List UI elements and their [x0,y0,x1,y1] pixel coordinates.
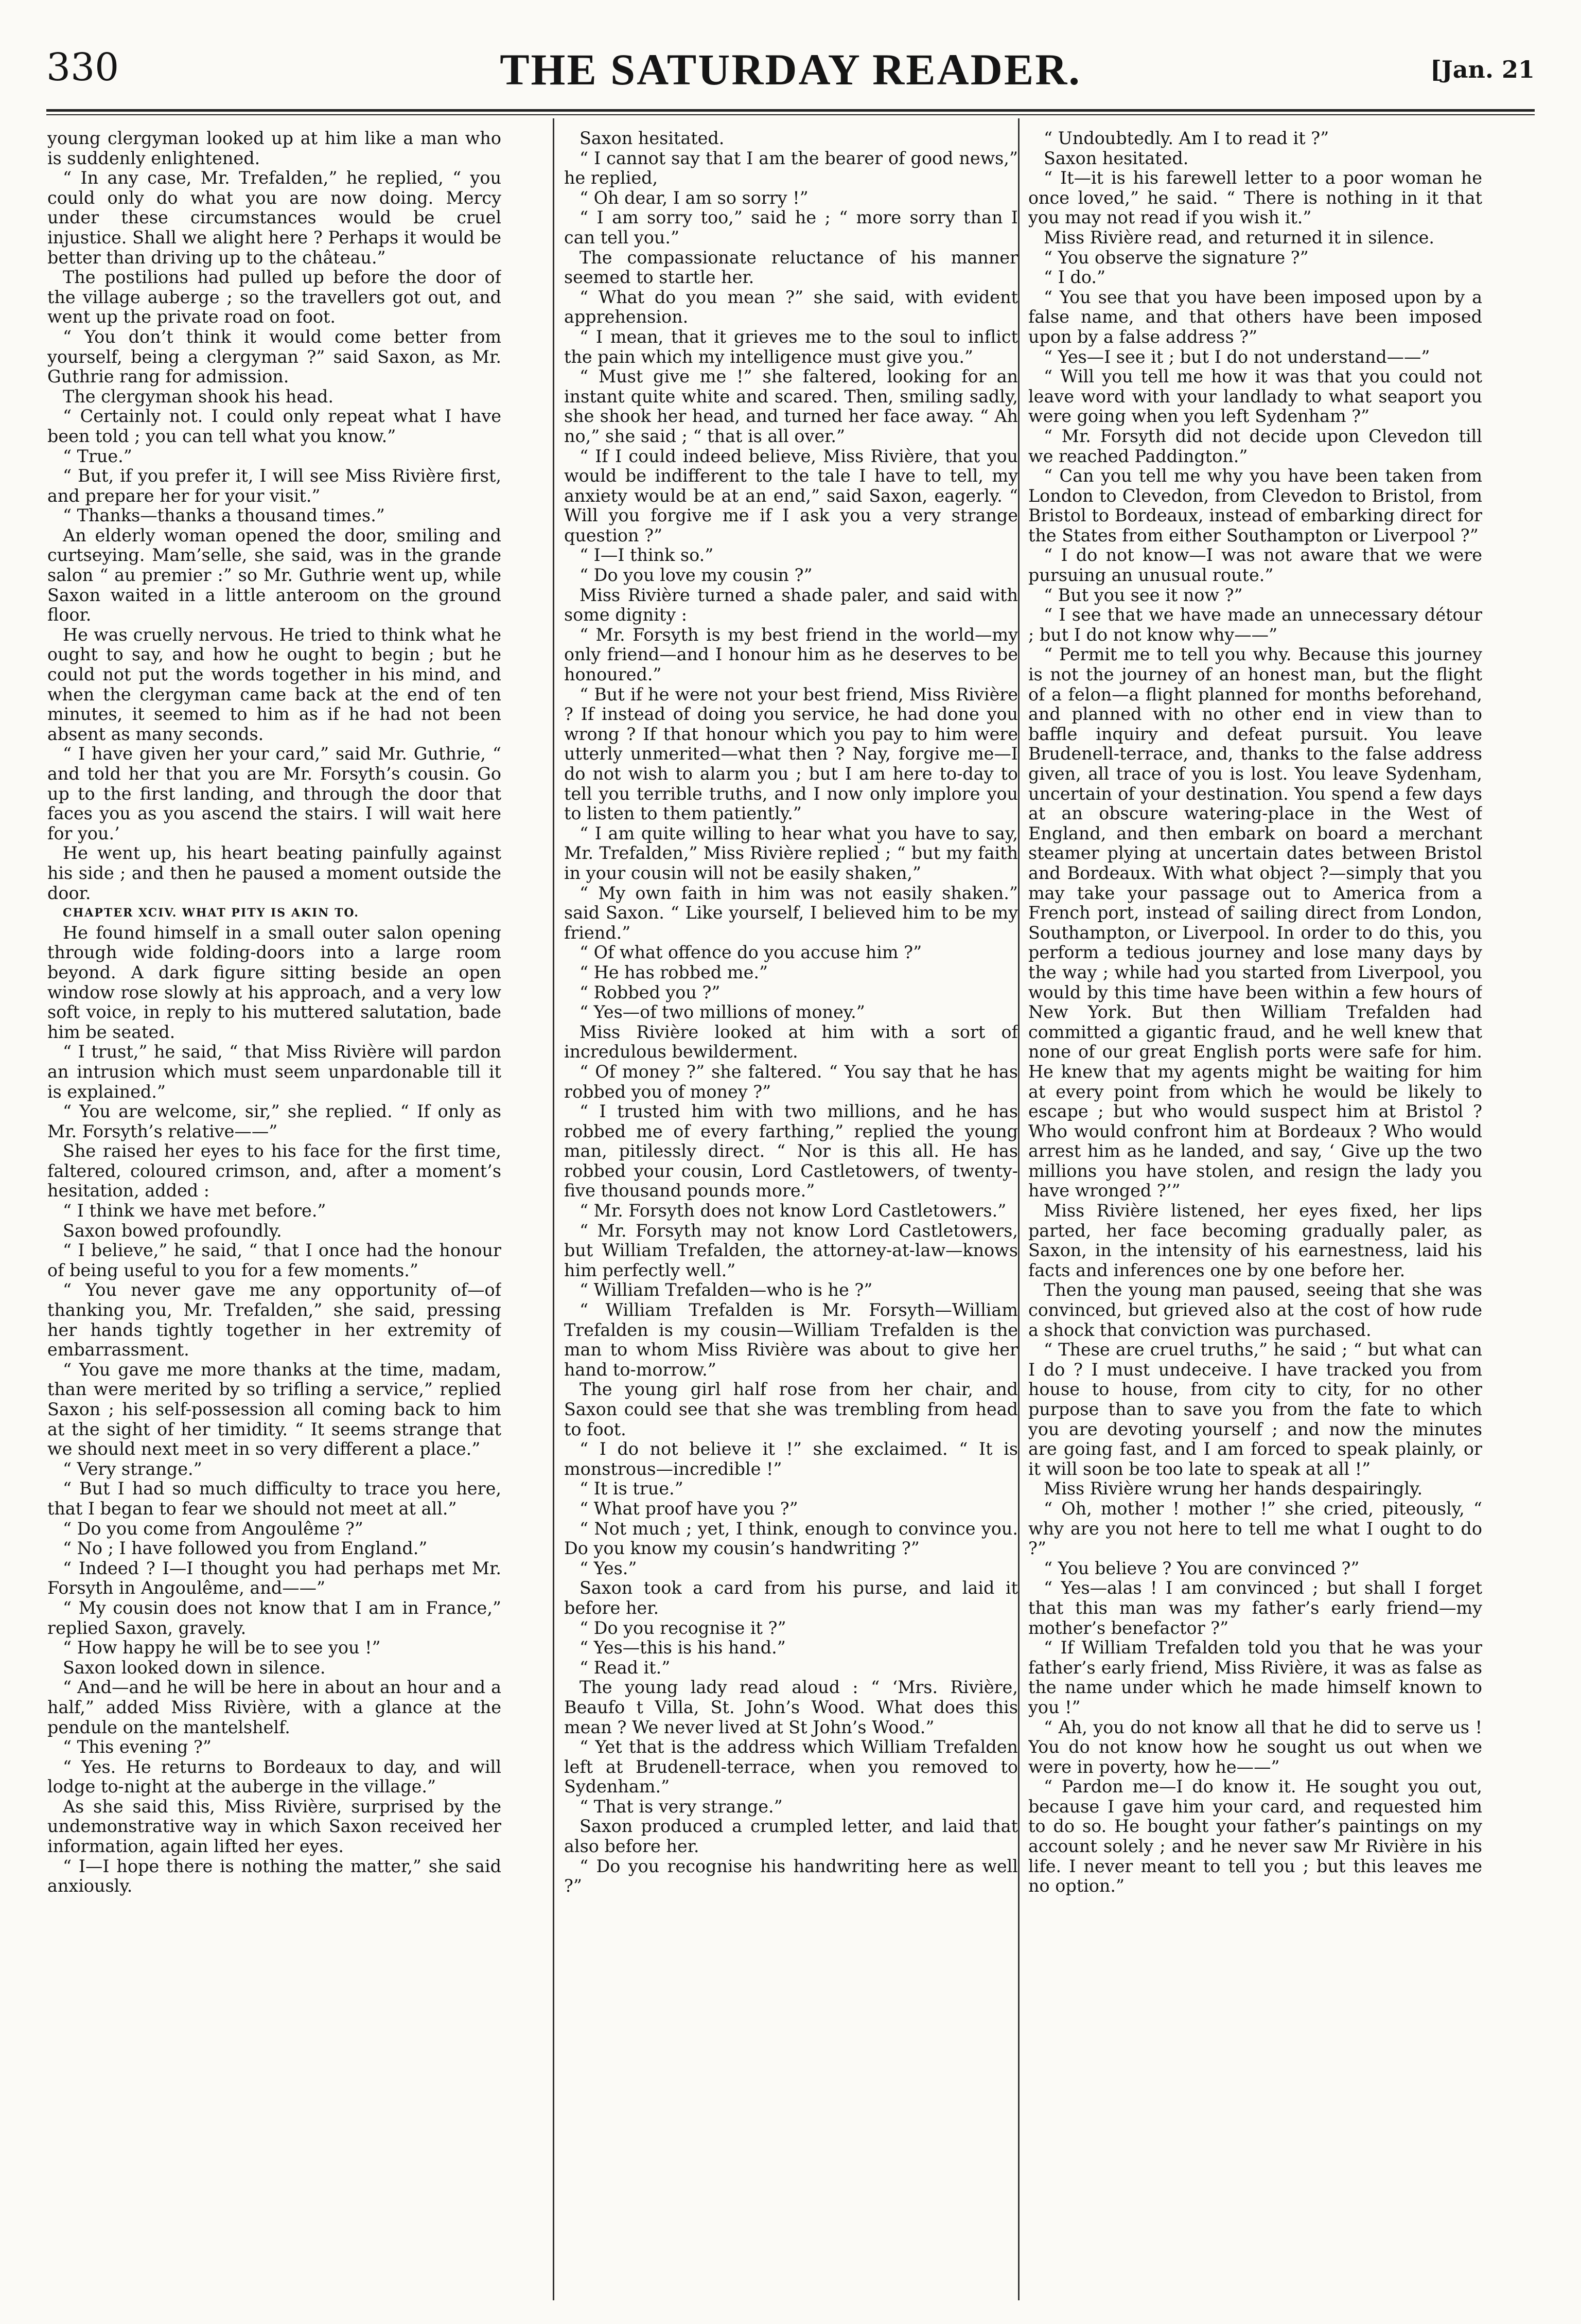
paragraph: “ Do you love my cousin ?” [579,565,813,586]
paragraph: “ You don’t think it would come better from yourself, being a clergyman ?” said Saxon, as Mr. Guthrie rang for admission. [47,326,501,387]
paragraph: “ I do.” [1044,267,1106,288]
paragraph: “ Yes—I see it ; but I do not understand——” [1044,346,1430,367]
page-header [46,31,1535,108]
paragraph: Miss Rivière listened, her eyes fixed, her lips parted, her face becoming gradually paler, as Saxon, in the intensity of his earnestness, laid his facts and inferences one by one before her. [1028,1201,1482,1280]
paragraph: Miss Rivière looked at him with a sort of incredulous bewilderment. [564,1022,1018,1062]
paragraph: “ I think we have met before.” [63,1201,326,1221]
paragraph: “ Can you tell me why you have been taken from London to Clevedon, from Clevedon to Bristol, from Bristol to Bordeaux, instead of embarking direct for the States from either Southampton or Liverpool ?” [1028,466,1482,545]
paragraph: “ If I could indeed believe, Miss Rivière, that you would be indifferent to the tale I have to tell, my anxiety would be at an end,” said Saxon, eagerly. “ Will you forgive me if I ask you a very strange question ?” [564,446,1018,545]
chapter-heading: CHAPTER XCIV. WHAT PITY IS AKIN TO. [63,906,359,920]
paragraph: “ Mr. Forsyth did not decide upon Clevedon till we reached Paddington.” [1028,426,1482,466]
paragraph: Miss Rivière wrung her hands despairingly. [1044,1478,1423,1499]
paragraph: “ Certainly not. I could only repeat what I have been told ; you can tell what you know.” [47,406,501,446]
paragraph: “ But if he were not your best friend, Miss Rivière ? If instead of doing you service, he had done you wrong ? If that honour which you pay to him were utterly unmerited—what then ? Nay, forgive me—I do not wish to alarm you ; but I am here to-day to tell you terrible truths, and I now only implore you to listen to them patiently.” [564,684,1018,824]
paragraph: “ But, if you prefer it, I will see Miss Rivière first, and prepare her for your visit.” [47,466,501,506]
paragraph: Miss Rivière turned a shade paler, and said with some dignity : [564,585,1018,625]
paragraph: He was cruelly nervous. He tried to think what he ought to say, and how he ought to begin ; but he could not put the words together in his mind, and when the clergyman came back at the end of ten minutes, it seemed to him as if he had not been absent as many seconds. [47,624,501,744]
paragraph: Saxon bowed profoundly. [63,1220,282,1241]
paragraph: “ I see that we have made an unnecessary détour ; but I do not know why——” [1028,605,1482,645]
paragraph: “ This evening ?” [63,1737,212,1757]
masthead-title: THE SATURDAY READER. [500,45,1081,94]
paragraph: The young lady read aloud : “ ‘Mrs. Rivière, Beaufo t Villa, St. John’s Wood. What does this mean ? We never lived at St John’s Wood.” [564,1677,1018,1737]
paragraph: “ Mr. Forsyth is my best friend in the world—my only friend—and I honour him as he deserves to be honoured.” [564,624,1018,685]
paragraph: “ My cousin does not know that I am in France,” replied Saxon, gravely. [47,1597,501,1638]
paragraph: “ Must give me !” she faltered, looking for an instant quite white and scared. Then, smiling sadly, she shook her head, and turned her face away. “ Ah no,” she said ; “ that is all over.” [564,366,1018,446]
paragraph: “ Of what offence do you accuse him ?” [579,942,922,963]
paragraph: “ Permit me to tell you why. Because this journey is not the journey of an honest man, but the flight of a felon—a flight planned for months beforehand, and planned with no other end in view than to baffle inquiry and defeat pursuit. You leave Brudenell-terrace, and, thanks to the false address given, all trace of you is lost. You leave Sydenham, uncertain of your destination. You spend a few days at an obscure watering-place in the West of England, and then embark on board a merchant steamer plying at uncertain dates between Bristol and Bordeaux. With what object ?—simply that you may take your passage out to America from a French port, instead of sailing direct from London, Southampton, or Liverpool. In order to do this, you perform a tedious journey and lose many days by the way ; while had you started from Liverpool, you would by this time have been within a few hours of New York. But then William Trefalden had committed a gigantic fraud, and he well knew that none of our great English ports were safe for him. He knew that my agents might be waiting for him at every point from which he would be likely to escape ; but who would suspect him at Bristol ? Who would confront him at Bordeaux ? Who would arrest him as he landed, and say, ‘ Give up the two millions you have stolen, and resign the lady you have wronged ?’” [1028,644,1482,1201]
paragraph: “ Ah, you do not know all that he did to serve us ! You do not know how he sought us out when we were in poverty, how he——” [1028,1717,1482,1777]
paragraph: “ Indeed ? I—I thought you had perhaps met Mr. Forsyth in Angoulême, and——” [47,1558,501,1598]
column-divider [553,118,554,2300]
paragraph: “ Thanks—thanks a thousand times.” [63,505,385,526]
text-column-3 [1028,129,1482,2290]
paragraph: The clergyman shook his head. [63,386,333,407]
paragraph: “ I am sorry too,” said he ; “ more sorry than I can tell you.” [564,207,1018,248]
paragraph: “ I trusted him with two millions, and he has robbed me of every farthing,” replied the young man, pitilessly direct. “ Nor is this all. He has robbed your cousin, Lord Castletowers, of twenty-five thousand pounds more.” [564,1101,1018,1201]
paragraph: “ What do you mean ?” she said, with evident apprehension. [564,287,1018,327]
paragraph: Saxon produced a crumpled letter, and laid that also before her. [564,1816,1018,1857]
column-divider [1018,118,1020,2300]
paragraph: “ You believe ? You are convinced ?” [1044,1558,1360,1578]
paragraph: “ Mr. Forsyth does not know Lord Castletowers.” [579,1201,1007,1221]
paragraph: “ You observe the signature ?” [1044,247,1309,268]
paragraph: “ I do not believe it !” she exclaimed. “ It is monstrous—incredible !” [564,1439,1018,1479]
text-column-2 [564,129,1018,2290]
paragraph: “ Do you recognise his handwriting here as well ?” [564,1856,1018,1896]
paragraph: The young girl half rose from her chair, and Saxon could see that she was trembling from head to foot. [564,1379,1018,1439]
issue-date: [Jan. 21 [1430,56,1535,83]
paragraph: “ Yes. He returns to Bordeaux to day, and will lodge to-night at the auberge in the village.” [47,1756,501,1797]
paragraph: “ Oh, mother ! mother !” she cried, piteously, “ why are you not here to tell me what I ought to do ?” [1028,1498,1482,1559]
paragraph: “ I cannot say that I am the bearer of good news,” he replied, [564,148,1018,188]
paragraph: “ Yes.” [579,1558,637,1578]
paragraph: “ Mr. Forsyth may not know Lord Castletowers, but William Trefalden, the attorney-at-law—knows him perfectly well.” [564,1220,1018,1280]
paragraph: She raised her eyes to his face for the first time, faltered, coloured crimson, and, after a moment’s hesitation, added : [47,1141,501,1201]
header-rule [46,109,1535,112]
paragraph: An elderly woman opened the door, smiling and curtseying. Mam’selle, she said, was in the grande salon “ au premier :” so Mr. Guthrie went up, while Saxon waited in a little anteroom on the ground floor. [47,525,501,625]
paragraph: “ You see that you have been imposed upon by a false name, and that others have been imposed upon by a false address ?” [1028,287,1482,347]
paragraph: “ I do not know—I was not aware that we were pursuing an unusual route.” [1028,545,1482,586]
paragraph: Saxon looked down in silence. [63,1657,326,1678]
paragraph: Then the young man paused, seeing that she was convinced, but grieved also at the cost of how rude a shock that conviction was purchased. [1028,1280,1482,1340]
paragraph: “ I believe,” he said, “ that I once had the honour of being useful to you for a few moments.” [47,1240,501,1280]
paragraph: “ I have given her your card,” said Mr. Guthrie, “ and told her that you are Mr. Forsyth’s cousin. Go up to the first landing, and through the door that faces you as you ascend the stairs. I will wait here for you.’ [47,744,501,843]
paragraph: He found himself in a small outer salon opening through wide folding-doors into a large room beyond. A dark figure sitting beside an open window rose slowly at his approach, and a very low soft voice, in reply to his muttered salutation, bade him be seated. [47,922,501,1042]
paragraph: “ Do you come from Angoulême ?” [63,1518,363,1539]
paragraph: young clergyman looked up at him like a man who is suddenly enlightened. [47,129,501,168]
paragraph: Saxon hesitated. [1044,148,1189,168]
paragraph: “ Undoubtedly. Am I to read it ?” [1044,129,1329,148]
paragraph: “ Yes—this is his hand.” [579,1638,786,1658]
paragraph: “ Of money ?” she faltered. “ You say that he has robbed you of money ?” [564,1061,1018,1102]
paragraph: “ I trust,” he said, “ that Miss Rivière will pardon an intrusion which must seem unpardonable till it is explained.” [47,1042,501,1102]
paragraph: “ But you see it now ?” [1044,585,1243,605]
paragraph: The postilions had pulled up before the door of the village auberge ; so the travellers got out, and went up the private road on foot. [47,267,501,327]
paragraph: Miss Rivière read, and returned it in silence. [1044,227,1435,248]
paragraph: “ Yes—of two millions of money.” [579,1002,865,1023]
paragraph: “ These are cruel truths,” he said ; “ but what can I do ? I must undeceive. I have tracked you from house to house, from city to city, for no other purpose than to save you from the fate to which you are devoting yourself ; and now the minutes are going fast, and I am forced to speak plainly, or it will soon be too late to speak at all !” [1028,1340,1482,1479]
paragraph: Saxon hesitated. [579,129,725,148]
paragraph: “ If William Trefalden told you that he was your father’s early friend, Miss Rivière, it was as false as the name under which he made himself known to you !” [1028,1638,1482,1717]
paragraph: “ You are welcome, sir,” she replied. “ If only as Mr. Forsyth’s relative——” [47,1101,501,1141]
paragraph: “ Read it.” [579,1657,671,1678]
paragraph: “ Not much ; yet, I think, enough to convince you. Do you know my cousin’s handwriting ?” [564,1518,1018,1559]
paragraph: “ Will you tell me how it was that you could not leave word with your landlady to what seaport you were going when you left Sydenham ?” [1028,366,1482,427]
paragraph: “ But I had so much difficulty to trace you here, that I began to fear we should not meet at all.” [47,1478,501,1519]
paragraph: “ In any case, Mr. Trefalden,” he replied, “ you could only do what you are now doing. Mercy under these circumstances would be cruel injustice. Shall we alight here ? Perhaps it would be better than driving up to the château.” [47,168,501,268]
paragraph: The compassionate reluctance of his manner seemed to startle her. [564,247,1018,288]
paragraph: “ That is very strange.” [579,1796,783,1817]
paragraph: “ No ; I have followed you from England.” [63,1538,428,1559]
paragraph: “ Pardon me—I do know it. He sought you out, because I gave him your card, and requested him to do so. He bought your father’s paintings on my account solely ; and he never saw Mr Rivière in his life. I never meant to tell you ; but this leaves me no option.” [1028,1776,1482,1896]
paragraph: “ I—I think so.” [579,545,714,566]
paragraph: “ True.” [63,446,132,466]
paragraph: “ What proof have you ?” [579,1498,798,1519]
paragraph: Saxon took a card from his purse, and laid it before her. [564,1578,1018,1618]
paragraph: “ You gave me more thanks at the time, madam, than were merited by so trifling a service,” replied Saxon ; his self-possession all coming back to him at the sight of her timidity. “ It seems strange that we should next meet in so very different a place.” [47,1359,501,1459]
paragraph: “ You never gave me any opportunity of—of thanking you, Mr. Trefalden,” she said, pressing her hands tightly together in her extremity of embarrassment. [47,1280,501,1360]
header-rule-thin [46,114,1535,115]
paragraph: “ It is true.” [579,1478,683,1499]
paragraph: “ William Trefalden is Mr. Forsyth—William Trefalden is my cousin—William Trefalden is the man to whom Miss Rivière was about to give her hand to-morrow.” [564,1300,1018,1380]
paragraph: “ I—I hope there is nothing the matter,” she said anxiously. [47,1856,501,1896]
paragraph: As she said this, Miss Rivière, surprised by the undemonstrative way in which Saxon received her information, again lifted her eyes. [47,1796,501,1857]
paragraph: “ Do you recognise it ?” [579,1617,786,1638]
paragraph: “ I am quite willing to hear what you have to say, Mr. Trefalden,” Miss Rivière replied ; “ but my faith in your cousin will not be easily shaken,” [564,823,1018,883]
paragraph: “ Yes—alas ! I am convinced ; but shall I forget that this man was my father’s early friend—my mother’s benefactor ?” [1028,1578,1482,1638]
paragraph: “ Yet that is the address which William Trefalden left at Brudenell-terrace, when you removed to Sydenham.” [564,1737,1018,1797]
paragraph: “ It—it is his farewell letter to a poor woman he once loved,” he said. “ There is nothing in it that you may not read if you wish it.” [1028,168,1482,228]
paragraph: “ I mean, that it grieves me to the soul to inflict the pain which my intelligence must give you.” [564,326,1018,367]
paragraph: “ Robbed you ?” [579,982,721,1002]
paragraph: “ How happy he will be to see you !” [63,1638,381,1658]
text-column-1 [47,129,501,2290]
paragraph: “ Oh dear, I am so sorry !” [579,187,809,208]
paragraph: “ My own faith in him was not easily shaken.” said Saxon. “ Like yourself, I believed him to be my friend.” [564,883,1018,943]
page-number: 330 [46,45,119,90]
paragraph: “ He has robbed me.” [579,962,768,982]
paragraph: “ Very strange.” [63,1458,202,1479]
paragraph: “ William Trefalden—who is he ?” [579,1280,873,1300]
paragraph: He went up, his heart beating painfully against his side ; and then he paused a moment outside the door. [47,843,501,903]
paragraph: “ And—and he will be here in about an hour and a half,” added Miss Rivière, with a glance at the pendule on the mantelshelf. [47,1677,501,1737]
